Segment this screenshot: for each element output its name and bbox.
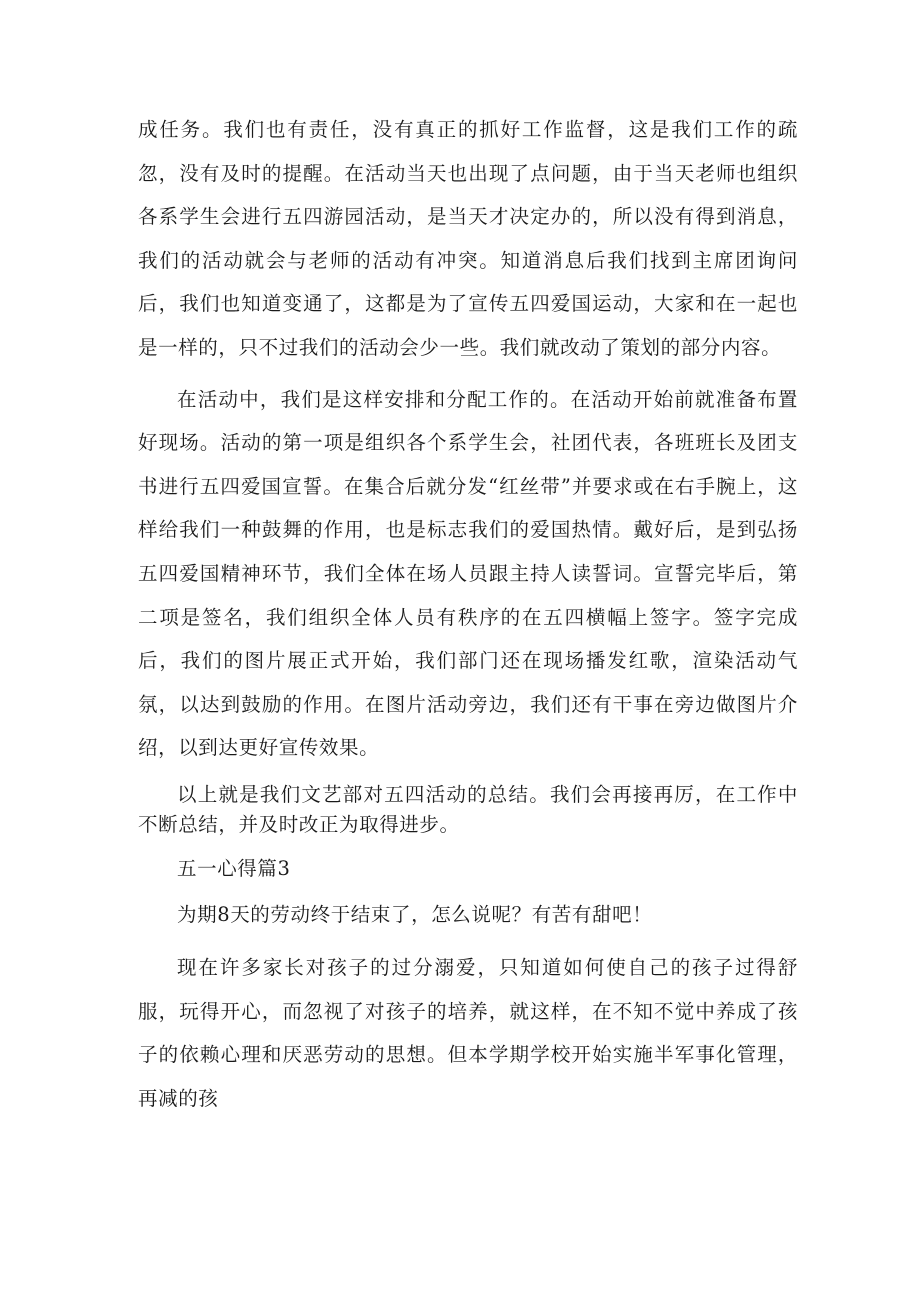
- document-page: [138, 108, 798, 1120]
- section-heading: 五一心得篇3: [177, 856, 291, 880]
- paragraph-summary: 以上就是我们文艺部对五四活动的总结。我们会再接再厉，在工作中不断总结，并及时改正为取得进步。: [138, 782, 798, 836]
- paragraph-activity-arrangement: 在活动中，我们是这样安排和分配工作的。在活动开始前就准备布置好现场。活动的第一项是组织各个系学生会，社团代表，各班班长及团支书进行五四爱国宣誓。在集合后就分发“红丝带”并要求或在右手腕上，这样给我们一种鼓舞的作用，也是标志我们的爱国热情。戴好后，是到弘扬五四爱国精神环节，我们全体在场人员跟主持人读誓词。宣誓完毕后，第二项是签名，我们组织全体人员有秩序的在五四横幅上签字。签字完成后，我们的图片展正式开始，我们部门还在现场播发红歌，渲染活动气氛，以达到鼓励的作用。在图片活动旁边，我们还有干事在旁边做图片介绍，以到达更好宣传效果。: [138, 387, 798, 760]
- paragraph-continuation: 成任务。我们也有责任，没有真正的抓好工作监督，这是我们工作的疏忽，没有及时的提醒。在活动当天也出现了点问题，由于当天老师也组织各系学生会进行五四游园活动，是当天才决定办的，所以没有得到消息，我们的活动就会与老师的活动有冲突。知道消息后我们找到主席团询问后，我们也知道变通了，这都是为了宣传五四爱国运动，大家和在一起也是一样的，只不过我们的活动会少一些。我们就改动了策划的部分内容。: [138, 118, 798, 359]
- paragraph-intro: 为期8天的劳动终于结束了，怎么说呢？有苦有甜吧！: [177, 902, 653, 926]
- paragraph-parents: 现在许多家长对孩子的过分溺爱，只知道如何使自己的孩子过得舒服，玩得开心，而忽视了对孩子的培养，就这样，在不知不觉中养成了孩子的依赖心理和厌恶劳动的思想。但本学期学校开始实施半军事化管理，再减的孩: [138, 955, 798, 1110]
